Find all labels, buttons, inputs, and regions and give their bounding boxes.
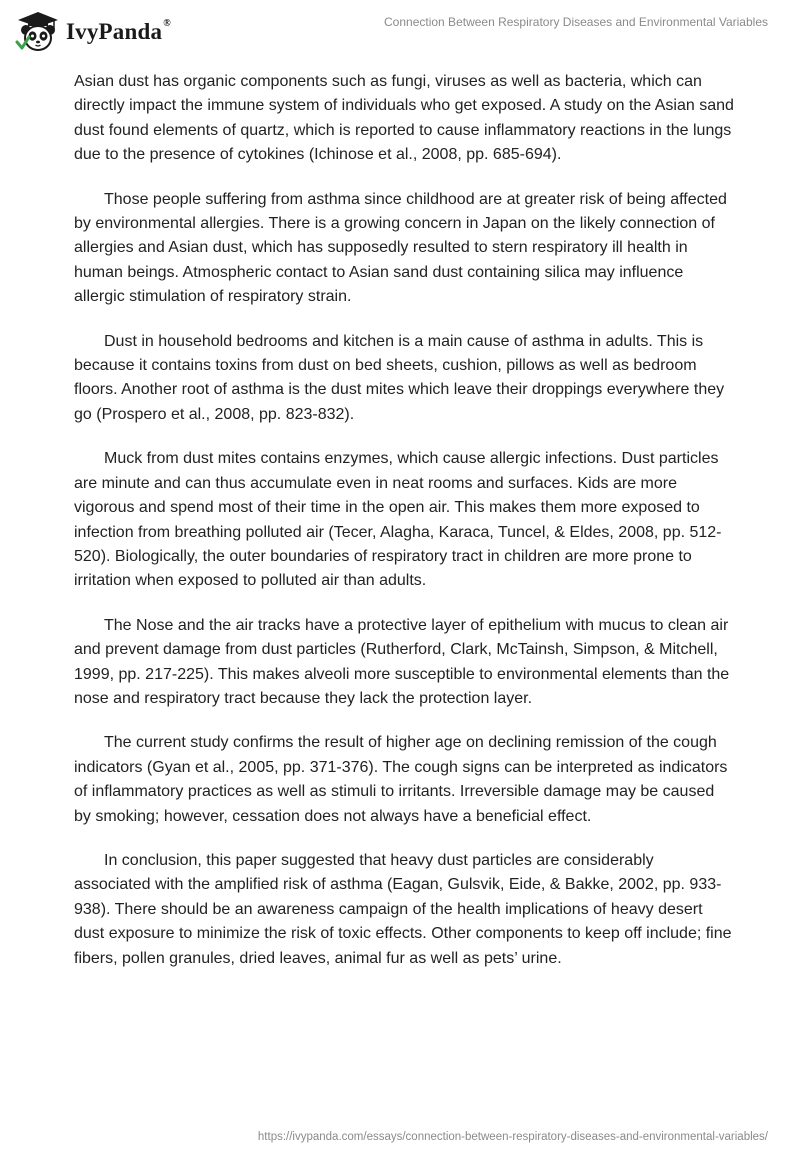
site-logo[interactable] — [14, 10, 171, 54]
paragraph: Asian dust has organic components such as fungi, viruses as well as bacteria, which can directly impact the immune system of individuals who get exposed. A study on the Asian sand dust found elements of quartz, which is reported to cause inflammatory reactions in the lungs due to the presence of cytokines (Ichinose et al., 2008, pp. 685-694). — [74, 73, 734, 164]
paragraph: Dust in household bedrooms and kitchen is a main cause of asthma in adults. This is because it contains toxins from dust on bed sheets, cushion, pillows as well as bedroom floors. Another root of asthma is the dust mites which leave their droppings everywhere they go (Prospero et al., 2008, pp. 823-832). — [74, 332, 725, 423]
paragraph: Those people suffering from asthma since childhood are at greater risk of being affected by environmental allergies. There is a growing concern in Japan on the likely connection of allergies and Asian dust, which has supposedly resulted to stern respiratory ill health in human beings. Atmospheric contact to Asian sand dust containing silica may influence allergic stimulation of respiratory strain. — [74, 190, 727, 306]
registered-mark: ® — [163, 18, 171, 29]
running-header-title: Connection Between Respiratory Diseases and Environmental Variables — [384, 15, 768, 29]
paragraph: Muck from dust mites contains enzymes, which cause allergic infections. Dust particles are minute and can thus accumulate even in neat rooms and surfaces. Kids are more vigorous and spend most of their time in the open air. This makes them more exposed to infection from breathing polluted air (Tecer, Alagha, Karaca, Tuncel, & Eldes, 2008, pp. 512-520). Biologically, the outer boundaries of respiratory tract in children are more prone to irritation when exposed to polluted air than adults. — [74, 450, 722, 590]
panda-graduate-icon — [14, 10, 62, 54]
paragraph: The Nose and the air tracks have a protective layer of epithelium with mucus to clean air and prevent damage from dust particles (Rutherford, Clark, McTainsh, Simpson, & Mitchell, 1999, pp. 217-225). This makes alveoli more susceptible to environmental elements than the nose and respiratory tract because they lack the protection layer. — [74, 616, 730, 707]
paragraph: The current study confirms the result of higher age on declining remission of the cough indicators (Gyan et al., 2005, pp. 371-376). The cough signs can be interpreted as indicators of inflammatory practices as well as stimuli to irritants. Irreversible damage may be caused by smoking; however, cessation does not always have a beneficial effect. — [74, 734, 728, 825]
brand-name: IvyPanda® — [66, 18, 171, 44]
footer-source-url[interactable]: https://ivypanda.com/essays/connection-between-respiratory-diseases-and-environmental-variables/ — [257, 1131, 768, 1143]
paragraph: In conclusion, this paper suggested that heavy dust particles are considerably associated with the amplified risk of asthma (Eagan, Gulsvik, Eide, & Bakke, 2002, pp. 933-938). There should be an awareness campaign of the health implications of heavy desert dust exposure to minimize the risk of toxic effects. Other components to keep off include; fine fibers, pollen granules, dried leaves, animal fur as well as pets’ urine. — [74, 851, 732, 967]
essay-body — [74, 70, 734, 991]
